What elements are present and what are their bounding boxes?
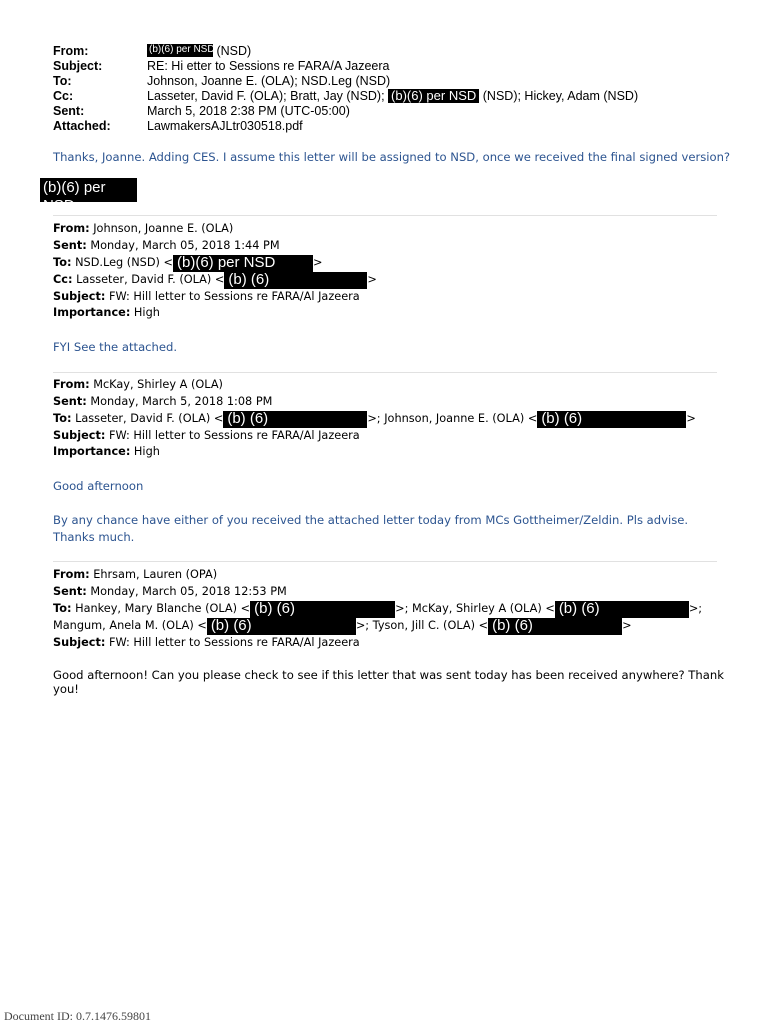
- message-greeting-2: Good afternoon: [53, 479, 144, 493]
- message-header-2: From: McKay, Shirley A (OLA) Sent: Monday, March 5, 2018 1:08 PM To: Lasseter, David F. (OLA) < (b) (6) >; Johnson, Joanne E. (OLA) < (b) (6) > Subject: FW: Hill letter to Sessions re FARA/Al Jazeera Importance: High: [53, 378, 696, 459]
- redaction-box: (b)(6) per NSD: [388, 89, 479, 103]
- cc-value-suffix: (NSD); Hickey, Adam (NSD): [479, 89, 639, 103]
- message-header-3: From: Ehrsam, Lauren (OPA) Sent: Monday, March 05, 2018 12:53 PM To: Hankey, Mary Blanche (OLA) < (b) (6) >; McKay, Shirley A (OLA) < (b) (6) >; Mangum, Anela M. (OLA) < (b) (6) >; Tyson, Jill C. (OLA) < (b) (6) > Subject: FW: Hill letter to Sessions re FARA/Al Jazeera: [53, 568, 703, 649]
- redaction-box: (b) (6): [207, 618, 356, 635]
- attachment-link[interactable]: LawmakersAJLtr030518.pdf: [147, 119, 303, 133]
- email-header: [53, 44, 638, 134]
- redaction-box: (b) (6): [488, 618, 622, 635]
- redaction-box: (b) (6): [555, 601, 689, 618]
- from-label: From:: [53, 44, 89, 58]
- cc-label: Cc:: [53, 89, 74, 103]
- cc-value: Lasseter, David F. (OLA); Bratt, Jay (NSD);: [147, 89, 389, 103]
- divider: [53, 372, 717, 373]
- divider: [53, 561, 717, 562]
- signature-redaction: (b)(6) per NSD: [40, 178, 137, 202]
- redaction-box: (b)(6) per NSD: [149, 44, 215, 55]
- sent-value: March 5, 2018 2:38 PM (UTC-05:00): [147, 104, 350, 118]
- from-value: (NSD): [213, 44, 252, 58]
- redaction-box: (b) (6): [537, 411, 686, 428]
- redaction-box: (b) (6): [223, 411, 367, 428]
- subject-value: RE: Hi etter to Sessions re FARA/A Jazeera: [147, 59, 390, 73]
- message-body-3: Good afternoon! Can you please check to see if this letter that was sent today has been received anywhere? Thank you!: [53, 668, 724, 696]
- message-header-1: From: Johnson, Joanne E. (OLA) Sent: Monday, March 05, 2018 1:44 PM To: NSD.Leg (NSD) < (b)(6) per NSD > Cc: Lasseter, David F. (OLA) < (b) (6) > Subject: FW: Hill letter to Sessions re FARA/Al Jazeera Importance: High: [53, 222, 377, 320]
- message-body-1: FYI See the attached.: [53, 340, 178, 354]
- redaction-box: (b)(6) per NSD: [173, 255, 313, 272]
- redaction-box: (b) (6): [224, 272, 367, 289]
- reply-text: Thanks, Joanne. Adding CES. I assume this letter will be assigned to NSD, once we received the final signed version?: [53, 150, 731, 164]
- sent-label: Sent:: [53, 104, 85, 118]
- subject-label: Subject:: [53, 59, 103, 73]
- redaction-box: (b) (6): [250, 601, 395, 618]
- to-label: To:: [53, 74, 72, 88]
- document-id: Document ID: 0.7.1476.59801: [4, 1009, 151, 1023]
- divider: [53, 215, 717, 216]
- message-body-2: By any chance have either of you received the attached letter today from MCs Gottheimer/Zeldin. Pls advise. Thanks much.: [53, 513, 689, 544]
- attached-label: Attached:: [53, 119, 111, 133]
- to-value: Johnson, Joanne E. (OLA); NSD.Leg (NSD): [147, 74, 391, 88]
